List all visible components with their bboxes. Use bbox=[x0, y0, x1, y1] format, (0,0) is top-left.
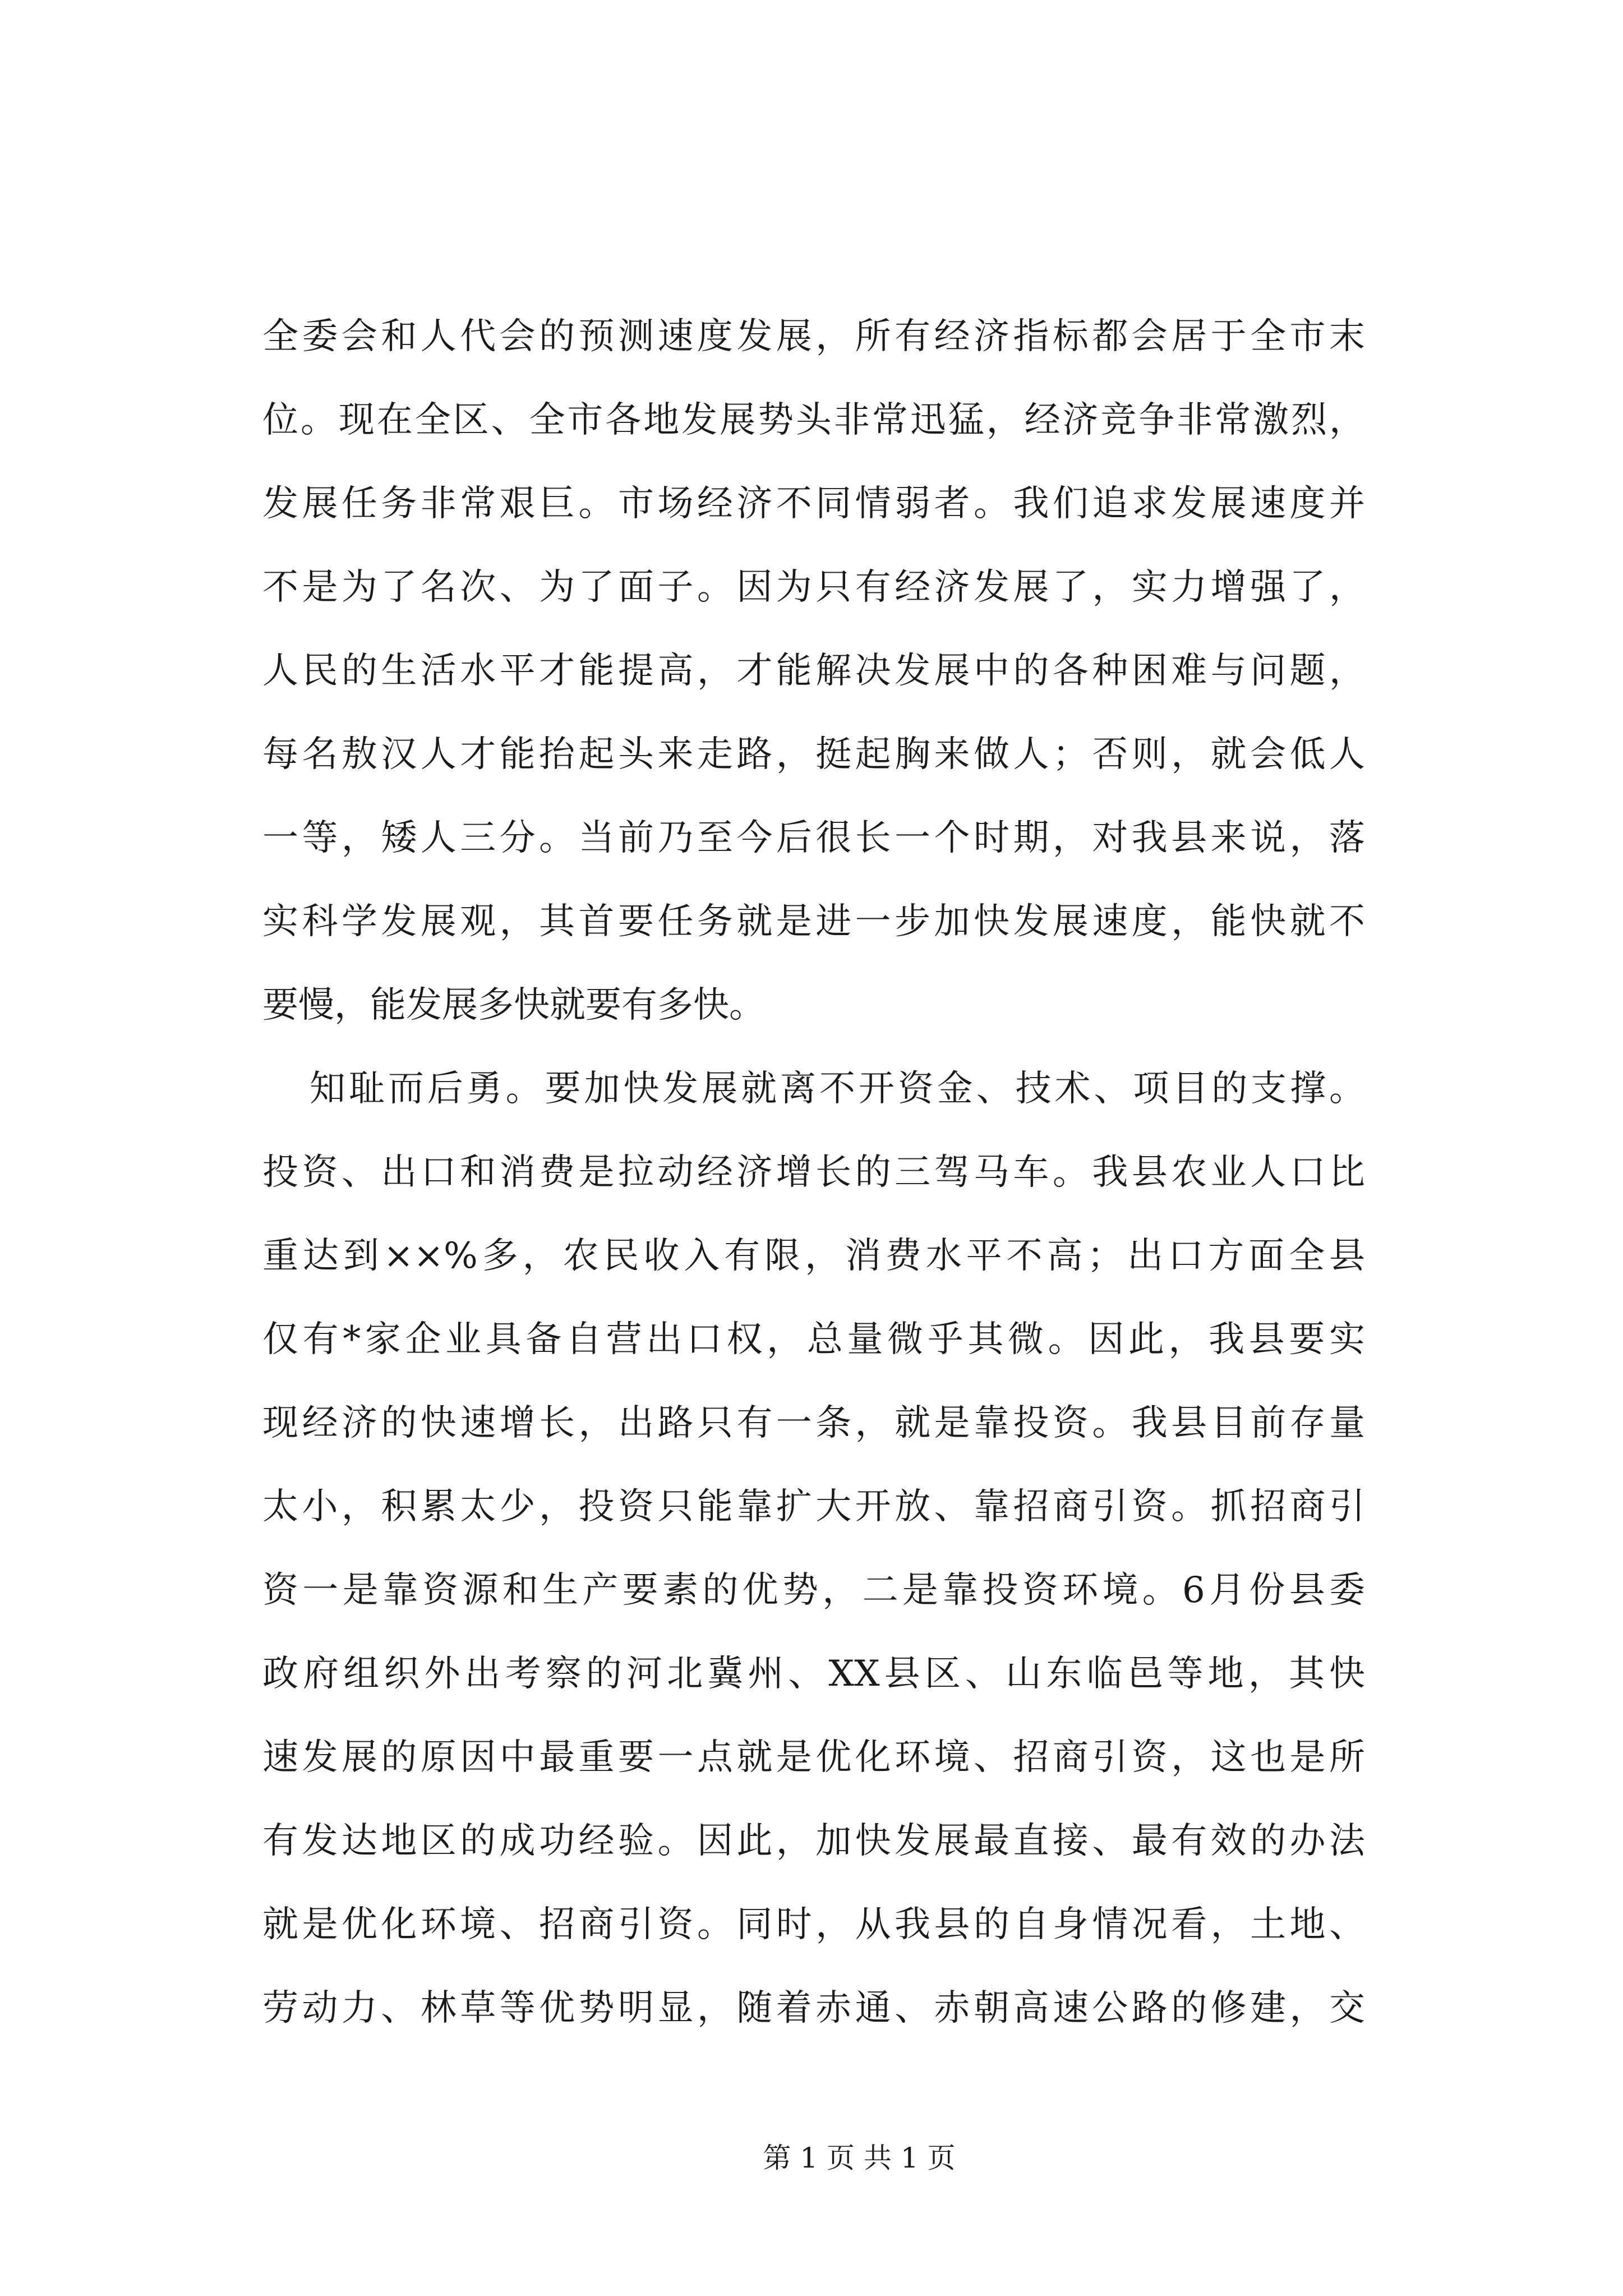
body-line: 位。现在全区、全市各地发展势头非常迅猛，经济竞争非常激烈， bbox=[262, 399, 1365, 441]
body-line: 发展任务非常艰巨。市场经济不同情弱者。我们追求发展速度并 bbox=[262, 483, 1365, 524]
body-line: 有发达地区的成功经验。因此，加快发展最直接、最有效的办法 bbox=[262, 1820, 1365, 1862]
body-line: 知耻而后勇。要加快发展就离不开资金、技术、项目的支撑。 bbox=[310, 1068, 1365, 1110]
body-line: 实科学发展观，其首要任务就是进一步加快发展速度，能快就不 bbox=[262, 901, 1365, 942]
body-line: 不是为了名次、为了面子。因为只有经济发展了，实力增强了， bbox=[262, 567, 1365, 608]
body-line: 一等，矮人三分。当前乃至今后很长一个时期，对我县来说，落 bbox=[262, 817, 1365, 859]
body-line: 太小，积累太少，投资只能靠扩大开放、靠招商引资。抓招商引 bbox=[262, 1486, 1365, 1527]
body-line: 仅有*家企业具备自营出口权，总量微乎其微。因此，我县要实 bbox=[262, 1319, 1365, 1360]
body-line: 劳动力、林草等优势明显，随着赤通、赤朝高速公路的修建，交 bbox=[262, 1987, 1365, 2029]
body-line: 人民的生活水平才能提高，才能解决发展中的各种困难与问题， bbox=[262, 650, 1365, 692]
body-line: 要慢，能发展多快就要有多快。 bbox=[262, 984, 765, 1026]
body-line: 资一是靠资源和生产要素的优势，二是靠投资环境。6月份县委 bbox=[262, 1570, 1365, 1611]
paragraph bbox=[262, 1047, 1365, 2050]
document-body bbox=[262, 295, 1365, 2050]
body-line: 投资、出口和消费是拉动经济增长的三驾马车。我县农业人口比 bbox=[262, 1152, 1365, 1193]
page-footer: 第 1 页 共 1 页 bbox=[763, 2142, 956, 2174]
body-line: 重达到××%多，农民收入有限，消费水平不高；出口方面全县 bbox=[262, 1235, 1365, 1277]
paragraph bbox=[262, 295, 1365, 1047]
body-line: 每名敖汉人才能抬起头来走路，挺起胸来做人；否则，就会低人 bbox=[262, 734, 1365, 775]
body-line: 现经济的快速增长，出路只有一条，就是靠投资。我县目前存量 bbox=[262, 1402, 1365, 1444]
body-line: 全委会和人代会的预测速度发展，所有经济指标都会居于全市末 bbox=[262, 316, 1365, 357]
body-line: 政府组织外出考察的河北冀州、XX县区、山东临邑等地，其快 bbox=[262, 1653, 1365, 1695]
body-line: 就是优化环境、招商引资。同时，从我县的自身情况看，土地、 bbox=[262, 1904, 1365, 1945]
body-line: 速发展的原因中最重要一点就是优化环境、招商引资，这也是所 bbox=[262, 1737, 1365, 1778]
